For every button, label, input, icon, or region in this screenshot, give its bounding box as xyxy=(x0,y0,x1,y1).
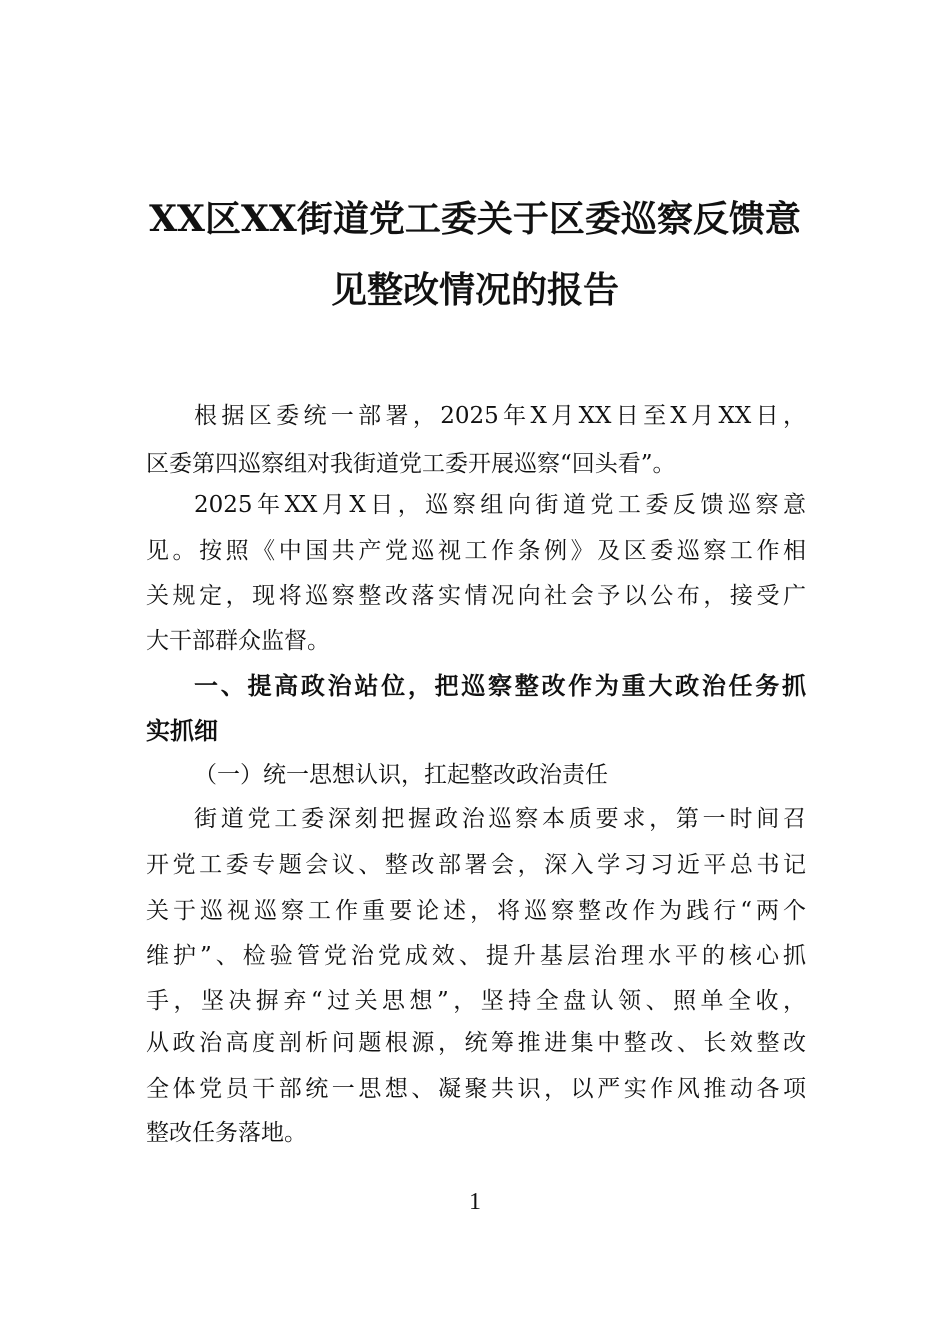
paragraph-3-line-6: 从政治高度剖析问题根源，统筹推进集中整改、长效整改 xyxy=(146,1030,806,1056)
paragraph-3-line-4: 维护”、检验管党治党成效、提升基层治理水平的核心抓 xyxy=(146,943,806,969)
paragraph-2-line-4: 大干部群众监督。 xyxy=(146,628,330,654)
section-1-heading-line-2: 实抓细 xyxy=(146,717,218,745)
paragraph-3-line-5: 手，坚决摒弃“过关思想”，坚持全盘认领、照单全收， xyxy=(146,988,806,1014)
document-title-line-1: XX区XX街道党工委关于区委巡察反馈意 xyxy=(149,198,801,240)
paragraph-2-line-2: 见。按照《中国共产党巡视工作条例》及区委巡察工作相 xyxy=(146,538,806,564)
paragraph-1-line-1: 根据区委统一部署，2025年X月XX日至X月XX日， xyxy=(194,403,806,429)
paragraph-3-line-1: 街道党工委深刻把握政治巡察本质要求，第一时间召 xyxy=(194,806,806,832)
document-title-line-2: 见整改情况的报告 xyxy=(330,269,619,311)
section-1-heading-line-1: 一、提高政治站位，把巡察整改作为重大政治任务抓 xyxy=(194,672,806,700)
paragraph-3-line-2: 开党工委专题会议、整改部署会，深入学习习近平总书记 xyxy=(146,852,806,878)
paragraph-1-line-2: 区委第四巡察组对我街道党工委开展巡察“回头看”。 xyxy=(146,451,676,477)
paragraph-2-line-3: 关规定，现将巡察整改落实情况向社会予以公布，接受广 xyxy=(146,583,806,609)
paragraph-3-line-3: 关于巡视巡察工作重要论述，将巡察整改作为践行“两个 xyxy=(146,898,806,924)
subsection-1-heading: （一）统一思想认识，扛起整改政治责任 xyxy=(194,762,608,788)
paragraph-3-line-8: 整改任务落地。 xyxy=(146,1120,307,1146)
paragraph-2-line-1: 2025年XX月X日，巡察组向街道党工委反馈巡察意 xyxy=(194,492,806,518)
page-number: 1 xyxy=(469,1189,481,1215)
paragraph-3-line-7: 全体党员干部统一思想、凝聚共识，以严实作风推动各项 xyxy=(146,1076,806,1102)
